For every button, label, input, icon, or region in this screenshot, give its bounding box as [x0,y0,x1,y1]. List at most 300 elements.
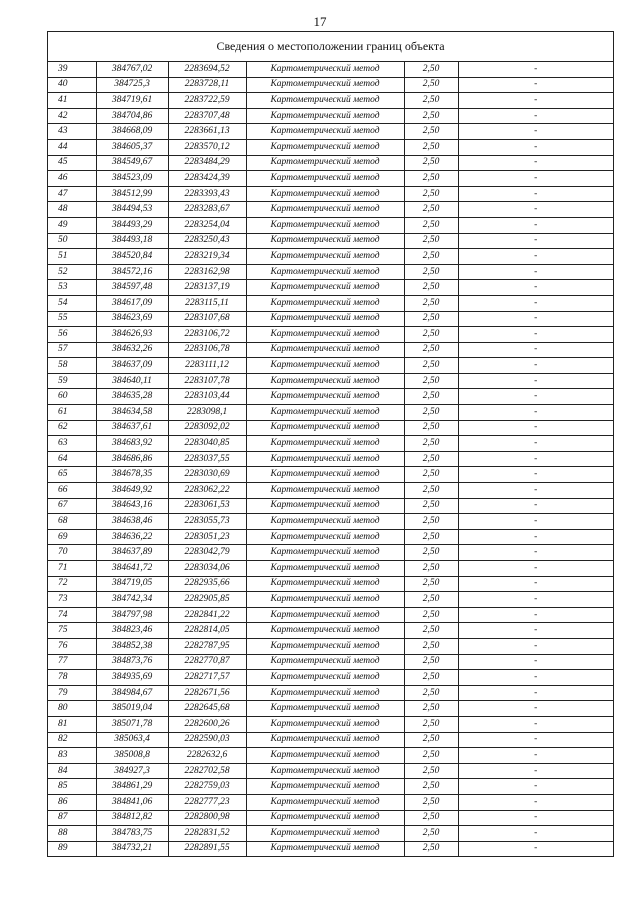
cell-point-number: 79 [48,685,96,701]
cell-method: Картометрический метод [246,280,404,296]
table-row [48,155,613,171]
cell-y-coordinate: 2283037,55 [168,451,246,467]
cell-x-coordinate: 384512,99 [96,186,168,202]
cell-accuracy: 2,50 [404,498,458,514]
cell-accuracy: 2,50 [404,171,458,187]
cell-note: - [458,139,613,155]
cell-note: - [458,716,613,732]
table-row [48,249,613,265]
cell-x-coordinate: 384617,09 [96,295,168,311]
cell-x-coordinate: 385008,8 [96,748,168,764]
cell-y-coordinate: 2283030,69 [168,467,246,483]
cell-x-coordinate: 384935,69 [96,670,168,686]
cell-accuracy: 2,50 [404,779,458,795]
cell-accuracy: 2,50 [404,514,458,530]
cell-method: Картометрический метод [246,607,404,623]
table-row [48,108,613,124]
cell-accuracy: 2,50 [404,529,458,545]
table-row [48,748,613,764]
cell-accuracy: 2,50 [404,327,458,343]
cell-x-coordinate: 384725,3 [96,77,168,93]
cell-note: - [458,638,613,654]
cell-y-coordinate: 2283092,02 [168,420,246,436]
cell-note: - [458,763,613,779]
cell-accuracy: 2,50 [404,638,458,654]
cell-note: - [458,483,613,499]
cell-x-coordinate: 384719,05 [96,576,168,592]
cell-method: Картометрический метод [246,763,404,779]
cell-point-number: 63 [48,436,96,452]
table-row [48,841,613,856]
cell-x-coordinate: 384520,84 [96,249,168,265]
coordinates-table-body [48,62,613,856]
table-row [48,529,613,545]
cell-y-coordinate: 2282841,22 [168,607,246,623]
table-row [48,654,613,670]
cell-x-coordinate: 384742,34 [96,592,168,608]
cell-accuracy: 2,50 [404,654,458,670]
cell-x-coordinate: 384852,38 [96,638,168,654]
cell-note: - [458,186,613,202]
cell-point-number: 67 [48,498,96,514]
cell-point-number: 80 [48,701,96,717]
cell-method: Картометрический метод [246,139,404,155]
table-row [48,483,613,499]
cell-y-coordinate: 2282600,26 [168,716,246,732]
cell-note: - [458,826,613,842]
cell-note: - [458,514,613,530]
cell-note: - [458,62,613,77]
cell-accuracy: 2,50 [404,295,458,311]
table-row [48,436,613,452]
cell-method: Картометрический метод [246,561,404,577]
table-row [48,701,613,717]
cell-y-coordinate: 2283055,73 [168,514,246,530]
cell-y-coordinate: 2283162,98 [168,264,246,280]
table-row [48,826,613,842]
cell-point-number: 39 [48,62,96,77]
table-row [48,420,613,436]
cell-accuracy: 2,50 [404,358,458,374]
cell-note: - [458,389,613,405]
cell-note: - [458,124,613,140]
cell-point-number: 76 [48,638,96,654]
cell-note: - [458,373,613,389]
cell-method: Картометрический метод [246,217,404,233]
cell-point-number: 58 [48,358,96,374]
table-row [48,732,613,748]
cell-method: Картометрический метод [246,685,404,701]
cell-x-coordinate: 384732,21 [96,841,168,856]
coordinates-table [48,62,613,856]
cell-y-coordinate: 2283115,11 [168,295,246,311]
cell-accuracy: 2,50 [404,763,458,779]
cell-method: Картометрический метод [246,701,404,717]
cell-accuracy: 2,50 [404,607,458,623]
cell-method: Картометрический метод [246,77,404,93]
cell-accuracy: 2,50 [404,373,458,389]
table-row [48,217,613,233]
table-row [48,638,613,654]
cell-method: Картометрический метод [246,124,404,140]
cell-point-number: 72 [48,576,96,592]
table-row [48,389,613,405]
cell-note: - [458,280,613,296]
cell-note: - [458,451,613,467]
table-heading: Сведения о местоположении границ объекта [48,32,613,62]
cell-y-coordinate: 2283051,23 [168,529,246,545]
cell-method: Картометрический метод [246,483,404,499]
cell-note: - [458,108,613,124]
cell-y-coordinate: 2283034,06 [168,561,246,577]
cell-note: - [458,249,613,265]
cell-accuracy: 2,50 [404,108,458,124]
cell-y-coordinate: 2283707,48 [168,108,246,124]
cell-note: - [458,810,613,826]
cell-point-number: 69 [48,529,96,545]
table-row [48,514,613,530]
cell-point-number: 65 [48,467,96,483]
cell-x-coordinate: 384623,69 [96,311,168,327]
page-number: 17 [313,14,327,29]
cell-method: Картометрический метод [246,794,404,810]
table-row [48,670,613,686]
cell-x-coordinate: 385019,04 [96,701,168,717]
cell-point-number: 59 [48,373,96,389]
cell-x-coordinate: 384597,48 [96,280,168,296]
cell-point-number: 42 [48,108,96,124]
cell-method: Картометрический метод [246,529,404,545]
cell-accuracy: 2,50 [404,62,458,77]
table-row [48,545,613,561]
cell-method: Картометрический метод [246,623,404,639]
cell-y-coordinate: 2283424,39 [168,171,246,187]
cell-accuracy: 2,50 [404,186,458,202]
table-row [48,467,613,483]
table-row [48,171,613,187]
cell-point-number: 40 [48,77,96,93]
cell-point-number: 46 [48,171,96,187]
cell-note: - [458,436,613,452]
cell-x-coordinate: 384637,61 [96,420,168,436]
cell-method: Картометрический метод [246,826,404,842]
table-row [48,62,613,77]
cell-y-coordinate: 2282590,03 [168,732,246,748]
cell-note: - [458,794,613,810]
table-row [48,311,613,327]
cell-point-number: 89 [48,841,96,856]
cell-x-coordinate: 384927,3 [96,763,168,779]
cell-accuracy: 2,50 [404,139,458,155]
cell-x-coordinate: 384637,09 [96,358,168,374]
cell-x-coordinate: 384812,82 [96,810,168,826]
cell-y-coordinate: 2283106,78 [168,342,246,358]
cell-method: Картометрический метод [246,358,404,374]
cell-x-coordinate: 384637,89 [96,545,168,561]
cell-note: - [458,685,613,701]
cell-accuracy: 2,50 [404,264,458,280]
cell-accuracy: 2,50 [404,155,458,171]
cell-note: - [458,607,613,623]
cell-y-coordinate: 2283103,44 [168,389,246,405]
cell-method: Картометрический метод [246,670,404,686]
cell-y-coordinate: 2282814,05 [168,623,246,639]
cell-method: Картометрический метод [246,514,404,530]
cell-x-coordinate: 384632,26 [96,342,168,358]
table-row [48,592,613,608]
cell-point-number: 57 [48,342,96,358]
cell-x-coordinate: 384636,22 [96,529,168,545]
cell-x-coordinate: 384493,18 [96,233,168,249]
cell-accuracy: 2,50 [404,233,458,249]
cell-method: Картометрический метод [246,779,404,795]
cell-point-number: 84 [48,763,96,779]
table-row [48,280,613,296]
cell-method: Картометрический метод [246,264,404,280]
cell-x-coordinate: 384984,67 [96,685,168,701]
cell-x-coordinate: 385063,4 [96,732,168,748]
cell-y-coordinate: 2282770,87 [168,654,246,670]
cell-x-coordinate: 384719,61 [96,93,168,109]
cell-accuracy: 2,50 [404,748,458,764]
cell-x-coordinate: 384641,72 [96,561,168,577]
cell-x-coordinate: 384643,16 [96,498,168,514]
cell-point-number: 81 [48,716,96,732]
table-row [48,810,613,826]
cell-y-coordinate: 2282717,57 [168,670,246,686]
table-row [48,763,613,779]
cell-note: - [458,576,613,592]
table-row [48,498,613,514]
cell-point-number: 86 [48,794,96,810]
cell-point-number: 62 [48,420,96,436]
cell-y-coordinate: 2283098,1 [168,405,246,421]
table-row [48,77,613,93]
cell-y-coordinate: 2283137,19 [168,280,246,296]
cell-note: - [458,654,613,670]
table-row [48,373,613,389]
cell-note: - [458,545,613,561]
cell-y-coordinate: 2283254,04 [168,217,246,233]
cell-accuracy: 2,50 [404,670,458,686]
cell-method: Картометрический метод [246,748,404,764]
table-row [48,405,613,421]
cell-x-coordinate: 384797,98 [96,607,168,623]
cell-point-number: 61 [48,405,96,421]
cell-method: Картометрический метод [246,576,404,592]
table-row [48,576,613,592]
cell-note: - [458,264,613,280]
cell-method: Картометрический метод [246,841,404,856]
table-row [48,139,613,155]
cell-method: Картометрический метод [246,249,404,265]
cell-accuracy: 2,50 [404,249,458,265]
cell-accuracy: 2,50 [404,732,458,748]
cell-x-coordinate: 384668,09 [96,124,168,140]
cell-x-coordinate: 384626,93 [96,327,168,343]
cell-y-coordinate: 2283106,72 [168,327,246,343]
cell-y-coordinate: 2282787,95 [168,638,246,654]
cell-y-coordinate: 2283107,78 [168,373,246,389]
cell-x-coordinate: 384861,29 [96,779,168,795]
cell-y-coordinate: 2283484,29 [168,155,246,171]
cell-y-coordinate: 2282905,85 [168,592,246,608]
table-row [48,779,613,795]
cell-y-coordinate: 2282671,56 [168,685,246,701]
cell-accuracy: 2,50 [404,124,458,140]
cell-point-number: 66 [48,483,96,499]
cell-x-coordinate: 384823,46 [96,623,168,639]
cell-x-coordinate: 384841,06 [96,794,168,810]
cell-y-coordinate: 2283728,11 [168,77,246,93]
cell-y-coordinate: 2283393,43 [168,186,246,202]
cell-accuracy: 2,50 [404,685,458,701]
cell-accuracy: 2,50 [404,217,458,233]
cell-method: Картометрический метод [246,592,404,608]
cell-x-coordinate: 384704,86 [96,108,168,124]
cell-method: Картометрический метод [246,389,404,405]
cell-y-coordinate: 2282645,68 [168,701,246,717]
table-row [48,685,613,701]
cell-note: - [458,311,613,327]
cell-note: - [458,217,613,233]
cell-method: Картометрический метод [246,186,404,202]
cell-point-number: 41 [48,93,96,109]
cell-accuracy: 2,50 [404,545,458,561]
table-row [48,358,613,374]
cell-method: Картометрический метод [246,545,404,561]
cell-x-coordinate: 384873,76 [96,654,168,670]
cell-accuracy: 2,50 [404,311,458,327]
cell-y-coordinate: 2282935,66 [168,576,246,592]
cell-method: Картометрический метод [246,373,404,389]
table-row [48,623,613,639]
cell-note: - [458,467,613,483]
cell-accuracy: 2,50 [404,77,458,93]
cell-note: - [458,77,613,93]
cell-y-coordinate: 2283040,85 [168,436,246,452]
cell-accuracy: 2,50 [404,93,458,109]
cell-point-number: 77 [48,654,96,670]
table-row [48,327,613,343]
cell-method: Картометрический метод [246,202,404,218]
cell-x-coordinate: 384572,16 [96,264,168,280]
cell-method: Картометрический метод [246,638,404,654]
cell-x-coordinate: 384523,09 [96,171,168,187]
cell-note: - [458,93,613,109]
cell-note: - [458,592,613,608]
boundary-table-frame [47,31,614,857]
cell-y-coordinate: 2283042,79 [168,545,246,561]
cell-note: - [458,732,613,748]
cell-accuracy: 2,50 [404,701,458,717]
cell-point-number: 74 [48,607,96,623]
cell-method: Картометрический метод [246,498,404,514]
cell-accuracy: 2,50 [404,451,458,467]
cell-note: - [458,358,613,374]
cell-x-coordinate: 384783,75 [96,826,168,842]
cell-note: - [458,529,613,545]
cell-x-coordinate: 384493,29 [96,217,168,233]
table-row [48,607,613,623]
cell-accuracy: 2,50 [404,202,458,218]
cell-y-coordinate: 2283570,12 [168,139,246,155]
table-row [48,186,613,202]
cell-point-number: 55 [48,311,96,327]
cell-method: Картометрический метод [246,654,404,670]
cell-method: Картометрический метод [246,93,404,109]
cell-point-number: 45 [48,155,96,171]
cell-x-coordinate: 384686,86 [96,451,168,467]
cell-y-coordinate: 2282632,6 [168,748,246,764]
cell-y-coordinate: 2282702,58 [168,763,246,779]
cell-method: Картометрический метод [246,108,404,124]
table-row [48,264,613,280]
cell-point-number: 70 [48,545,96,561]
table-row [48,202,613,218]
cell-y-coordinate: 2283061,53 [168,498,246,514]
cell-x-coordinate: 384638,46 [96,514,168,530]
cell-y-coordinate: 2283062,22 [168,483,246,499]
cell-point-number: 47 [48,186,96,202]
cell-y-coordinate: 2283694,52 [168,62,246,77]
cell-x-coordinate: 384494,53 [96,202,168,218]
cell-note: - [458,342,613,358]
cell-accuracy: 2,50 [404,483,458,499]
table-row [48,342,613,358]
cell-accuracy: 2,50 [404,576,458,592]
cell-x-coordinate: 384649,92 [96,483,168,499]
cell-point-number: 75 [48,623,96,639]
cell-x-coordinate: 384678,35 [96,467,168,483]
cell-y-coordinate: 2282759,03 [168,779,246,795]
cell-x-coordinate: 384683,92 [96,436,168,452]
cell-note: - [458,748,613,764]
cell-accuracy: 2,50 [404,810,458,826]
cell-method: Картометрический метод [246,233,404,249]
cell-point-number: 82 [48,732,96,748]
cell-accuracy: 2,50 [404,436,458,452]
cell-note: - [458,670,613,686]
cell-x-coordinate: 384635,28 [96,389,168,405]
table-row [48,561,613,577]
cell-note: - [458,202,613,218]
cell-method: Картометрический метод [246,451,404,467]
cell-x-coordinate: 384549,67 [96,155,168,171]
cell-accuracy: 2,50 [404,280,458,296]
cell-note: - [458,171,613,187]
cell-point-number: 60 [48,389,96,405]
cell-method: Картометрический метод [246,420,404,436]
cell-method: Картометрический метод [246,295,404,311]
cell-accuracy: 2,50 [404,342,458,358]
cell-y-coordinate: 2283111,12 [168,358,246,374]
cell-y-coordinate: 2283107,68 [168,311,246,327]
cell-y-coordinate: 2283283,67 [168,202,246,218]
table-row [48,295,613,311]
cell-note: - [458,561,613,577]
cell-note: - [458,623,613,639]
cell-method: Картометрический метод [246,342,404,358]
cell-point-number: 71 [48,561,96,577]
cell-point-number: 43 [48,124,96,140]
cell-point-number: 64 [48,451,96,467]
cell-note: - [458,155,613,171]
cell-method: Картометрический метод [246,405,404,421]
cell-accuracy: 2,50 [404,841,458,856]
cell-method: Картометрический метод [246,62,404,77]
cell-point-number: 52 [48,264,96,280]
